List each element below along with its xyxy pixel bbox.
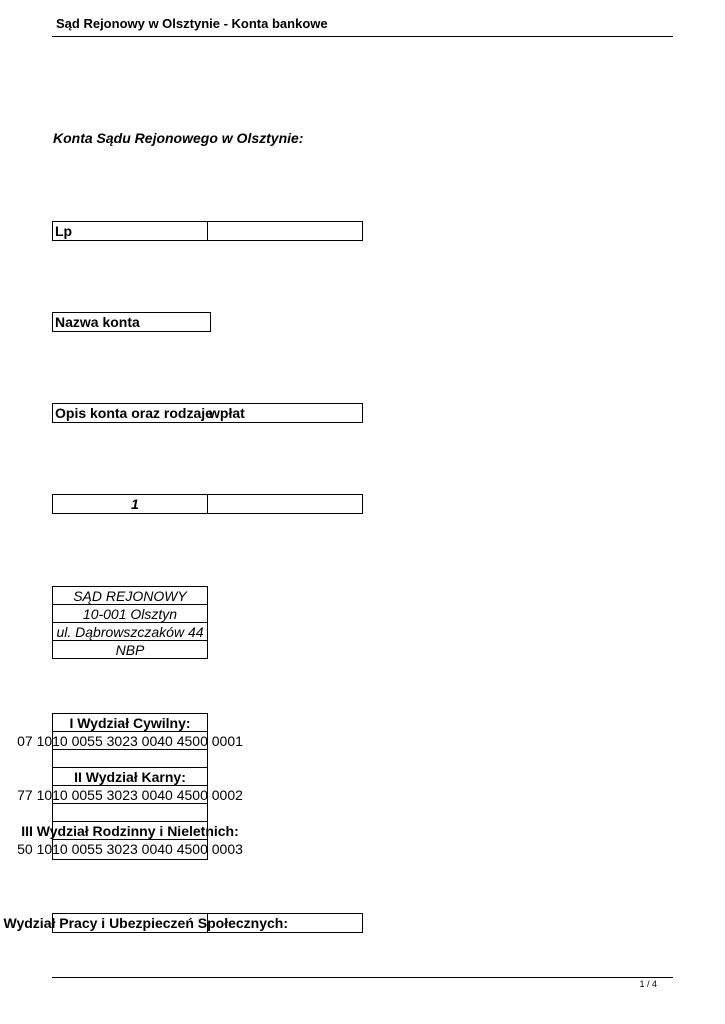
division-civil: I Wydział Cywilny: [69,715,191,731]
row-number: 1 [131,496,139,512]
court-name: SĄD REJONOWY [73,588,187,604]
court-bank: NBP [115,642,145,658]
account-number-criminal: 77 1010 0055 3023 0040 4500 0002 [17,787,243,803]
nazwa-header-label: Nazwa konta [55,314,140,330]
court-street: ul. Dąbrowszczaków 44 [56,624,204,640]
account-number-civil: 07 1010 0055 3023 0040 4500 0001 [17,733,243,749]
page-header-title: Sąd Rejonowy w Olsztynie - Konta bankowe [56,16,328,31]
account-number-family: 50 1010 0055 3023 0040 4500 0003 [17,841,243,857]
section-heading: Konta Sądu Rejonowego w Olsztynie: [53,130,304,146]
division-labour: Wydział Pracy i Ubezpieczeń Społecznych: [3,915,288,931]
header-rule [52,36,673,37]
opis-header-label-part1: Opis konta oraz rodzaje [55,405,213,421]
lp-row-divider [207,221,208,241]
division-family: III Wydział Rodzinny i Nieletnich: [21,823,239,839]
labour-division-clip [0,913,363,933]
row-number-divider [207,494,208,514]
court-postal-city: 10-001 Olsztyn [82,606,178,622]
opis-header-label-part2: wpłat [209,405,245,421]
lp-header-label: Lp [55,223,73,239]
page-number: 1 / 4 [639,979,657,989]
footer-rule [52,977,673,978]
division-criminal: II Wydział Karny: [74,769,186,785]
